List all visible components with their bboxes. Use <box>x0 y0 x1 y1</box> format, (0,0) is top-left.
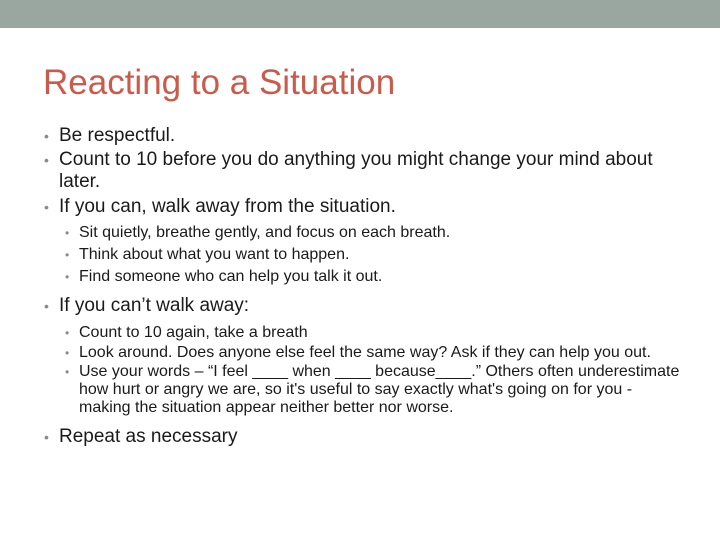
sub-bullet-text: Sit quietly, breathe gently, and focus on each breath. <box>79 224 451 241</box>
sub-bullet-text: Use your words – “I feel ____ when ____ because____.” Others often underestimate how hurt or angry we are, so it's useful to say exactly what's going on for you - making the situation appear neither better nor worse. <box>79 363 680 416</box>
bullet-text: Count to 10 before you do anything you might change your mind about later. <box>59 149 653 192</box>
sub-bullet-item <box>44 323 684 343</box>
slide-title: Reacting to a Situation <box>43 63 396 102</box>
bullet-text: Repeat as necessary <box>59 426 238 447</box>
sub-bullet-item <box>44 267 684 287</box>
bullet-dot-icon: • <box>65 326 70 340</box>
sub-bullet-text: Find someone who can help you talk it out. <box>79 268 383 285</box>
bullet-list <box>44 125 684 448</box>
bullet-dot-icon: • <box>65 365 70 379</box>
bullet-dot-icon: • <box>44 199 49 215</box>
sub-bullet-item <box>44 344 684 362</box>
bullet-dot-icon: • <box>65 248 70 262</box>
sub-bullet-item <box>44 245 684 265</box>
bullet-item <box>44 295 684 317</box>
sub-bullet-text: Think about what you want to happen. <box>79 246 350 263</box>
bullet-dot-icon: • <box>65 270 70 284</box>
bullet-dot-icon: • <box>65 226 70 240</box>
bullet-dot-icon: • <box>44 152 49 168</box>
sub-bullet-text: Count to 10 again, take a breath <box>79 324 308 341</box>
bullet-text: If you can, walk away from the situation. <box>59 196 396 217</box>
sub-bullet-item <box>44 363 684 417</box>
bullet-text: If you can’t walk away: <box>59 295 250 316</box>
bullet-text: Be respectful. <box>59 125 176 146</box>
sub-bullet-item <box>44 223 684 243</box>
bullet-dot-icon: • <box>44 128 49 144</box>
bullet-item <box>44 426 684 448</box>
bullet-item <box>44 196 684 218</box>
bullet-dot-icon: • <box>65 346 70 360</box>
bullet-dot-icon: • <box>44 298 49 314</box>
bullet-item <box>44 149 684 193</box>
bullet-item <box>44 125 684 147</box>
sub-bullet-text: Look around. Does anyone else feel the same way? Ask if they can help you out. <box>79 344 651 361</box>
bullet-dot-icon: • <box>44 429 49 445</box>
top-accent-bar <box>0 0 720 28</box>
